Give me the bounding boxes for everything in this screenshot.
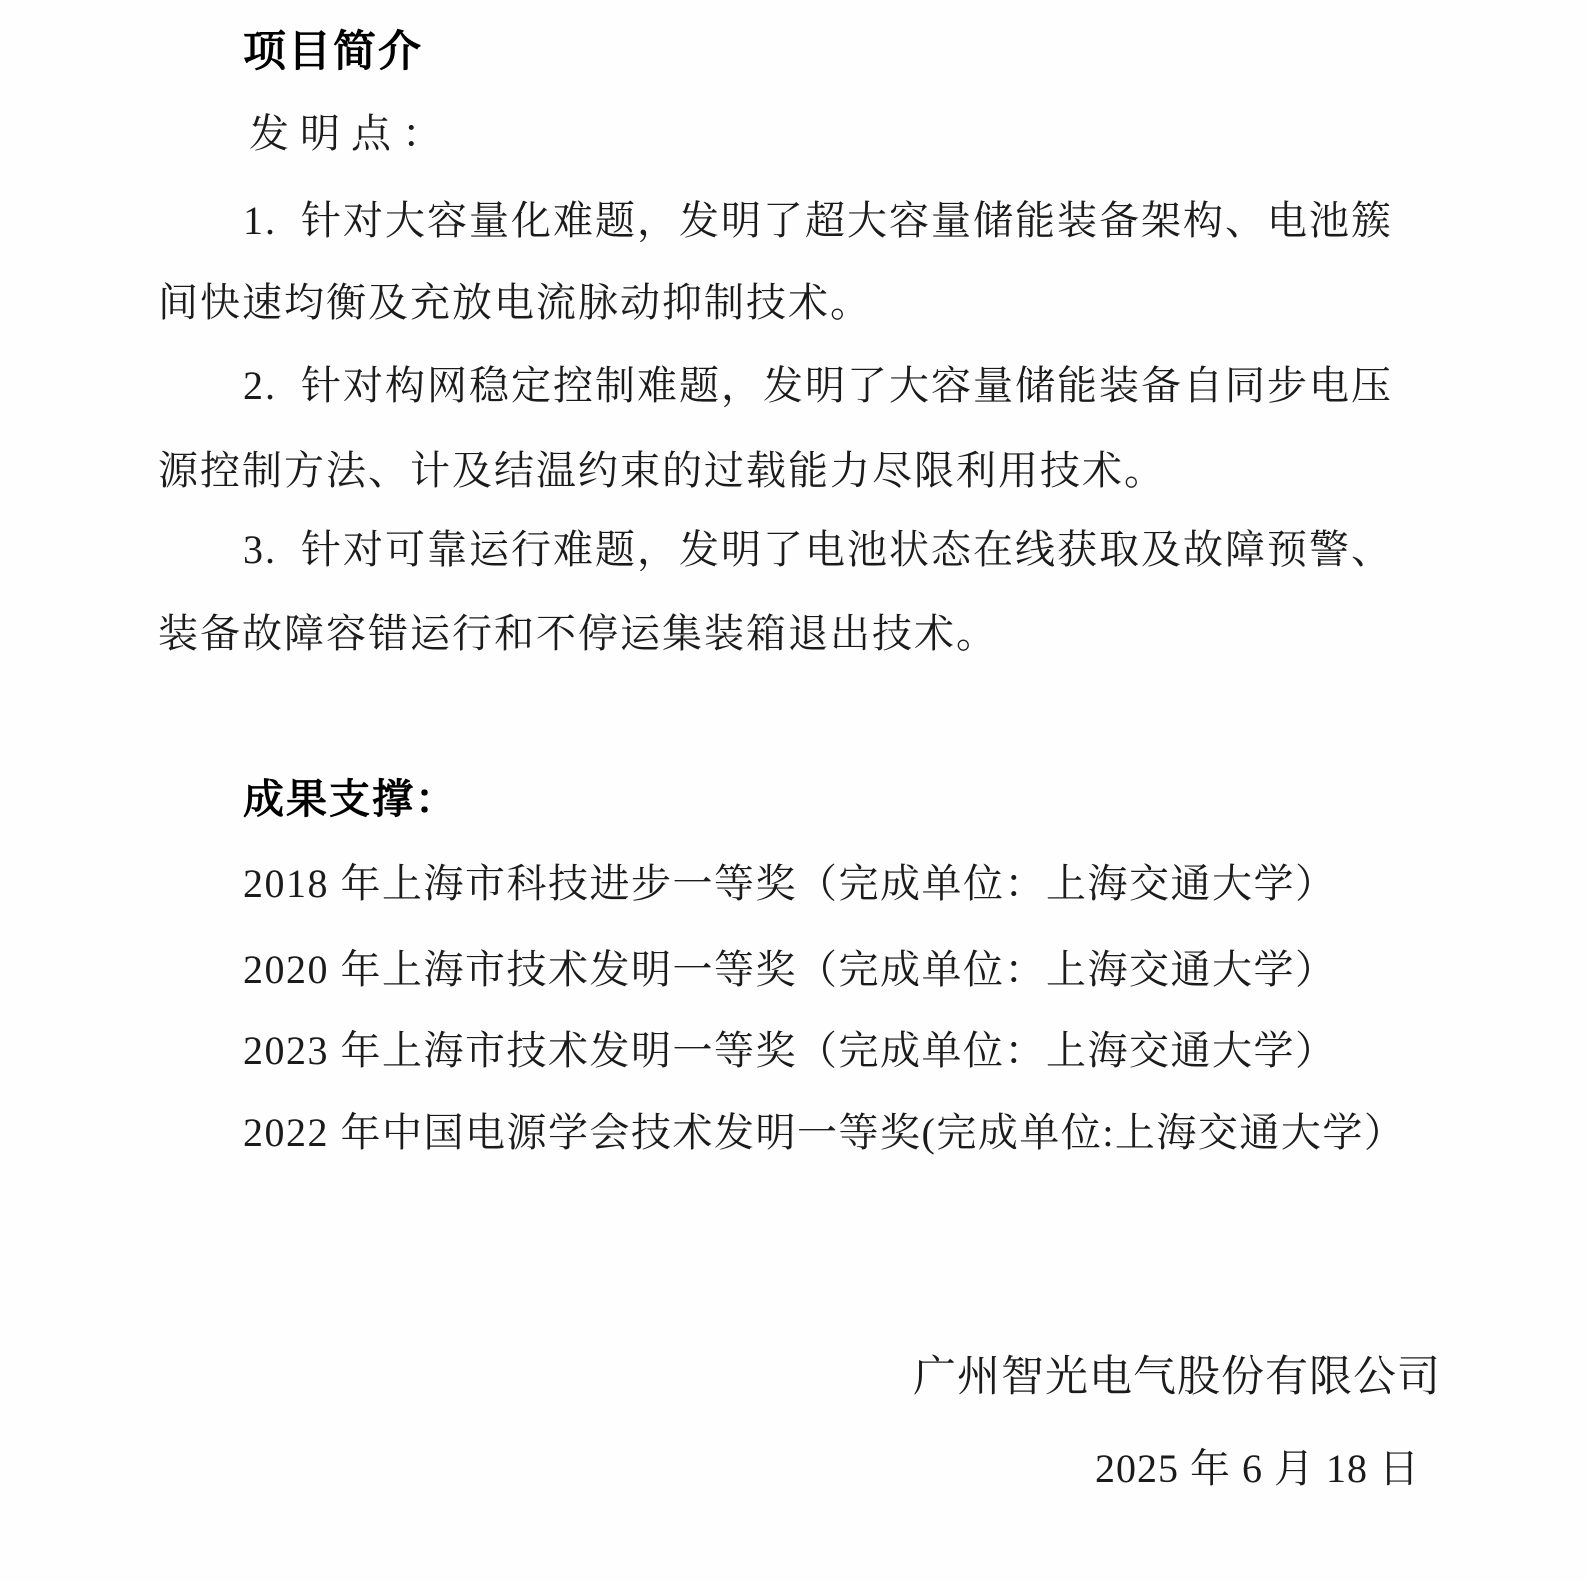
signature-date: 2025 年 6 月 18 日 <box>1095 1446 1420 1491</box>
invention-point-1-line-2: 间快速均衡及充放电流脉动抑制技术。 <box>158 280 872 325</box>
invention-point-3-line-1: 3. 针对可靠运行难题，发明了电池状态在线获取及故障预警、 <box>243 527 1393 572</box>
invention-points-label: 发明点： <box>249 111 453 156</box>
achievements-heading: 成果支撑： <box>243 776 458 822</box>
company-signature: 广州智光电气股份有限公司 <box>913 1354 1441 1401</box>
award-line-2018: 2018 年上海市科技进步一等奖（完成单位：上海交通大学） <box>243 861 1337 906</box>
award-line-2020: 2020 年上海市技术发明一等奖（完成单位：上海交通大学） <box>243 947 1337 992</box>
invention-point-2-line-1: 2. 针对构网稳定控制难题，发明了大容量储能装备自同步电压 <box>243 363 1393 408</box>
award-line-2023: 2023 年上海市技术发明一等奖（完成单位：上海交通大学） <box>243 1028 1337 1073</box>
page-title: 项目简介 <box>243 28 423 76</box>
invention-point-1-line-1: 1. 针对大容量化难题，发明了超大容量储能装备架构、电池簇 <box>243 198 1393 243</box>
invention-point-2-line-2: 源控制方法、计及结温约束的过载能力尽限利用技术。 <box>158 448 1166 493</box>
award-line-2022: 2022 年中国电源学会技术发明一等奖(完成单位:上海交通大学） <box>243 1110 1406 1155</box>
invention-point-3-line-2: 装备故障容错运行和不停运集装箱退出技术。 <box>158 611 998 656</box>
